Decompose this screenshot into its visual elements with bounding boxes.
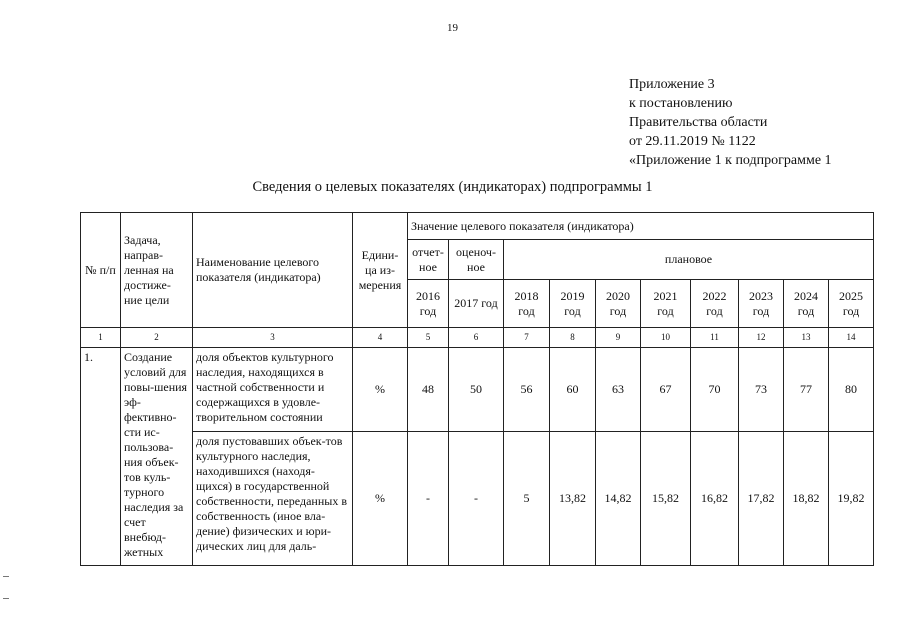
scan-margin-mark	[3, 598, 9, 599]
column-number: 13	[784, 328, 829, 348]
column-number: 5	[408, 328, 449, 348]
value-cell: 70	[691, 348, 739, 432]
document-title: Сведения о целевых показателях (индикаторах) подпрограммы 1	[252, 179, 653, 195]
value-cell: 73	[739, 348, 784, 432]
value-cell: 60	[550, 348, 596, 432]
year-cell: 2017 год	[449, 280, 504, 328]
appendix-line: Правительства области	[629, 115, 768, 130]
value-cell: 56	[504, 348, 550, 432]
year-cell: 2019 год	[550, 280, 596, 328]
task-text: Создание условий для повы-шения эф-фективно-сти ис-пользова-ния объек-тов куль-турного наследия за счет внебюд-жетных	[121, 348, 193, 566]
header-unit: Едини-ца из-мерения	[353, 213, 408, 328]
indicator-name: доля пустовавших объек-тов культурного наследия, находившихся (находя-щихся) в государственной собственности, переданных в собственность (иное вла-дение) физических и юри-дических лиц для даль-	[193, 432, 353, 566]
page-number: 19	[447, 22, 458, 34]
header-estimated: оценоч-ное	[449, 240, 504, 280]
column-number: 3	[193, 328, 353, 348]
value-cell: 18,82	[784, 432, 829, 566]
column-number: 1	[81, 328, 121, 348]
scan-margin-mark	[3, 576, 9, 577]
value-cell: 16,82	[691, 432, 739, 566]
appendix-line: от 29.11.2019 № 1122	[629, 134, 756, 149]
value-cell: 77	[784, 348, 829, 432]
row-number: 1.	[81, 348, 121, 566]
indicator-name: доля объектов культурного наследия, находящихся в частной собственности и содержащихся в удовле-творительном состоянии	[193, 348, 353, 432]
header-planned: плановое	[504, 240, 874, 280]
value-cell: 63	[596, 348, 641, 432]
year-cell: 2022 год	[691, 280, 739, 328]
value-cell: 67	[641, 348, 691, 432]
header-num: № п/п	[81, 213, 121, 328]
value-cell: 13,82	[550, 432, 596, 566]
value-cell: 17,82	[739, 432, 784, 566]
value-cell: 5	[504, 432, 550, 566]
column-number: 4	[353, 328, 408, 348]
year-cell: 2016 год	[408, 280, 449, 328]
header-reported: отчет-ное	[408, 240, 449, 280]
column-number: 10	[641, 328, 691, 348]
year-cell: 2018 год	[504, 280, 550, 328]
header-indicator-name: Наименование целевого показателя (индикатора)	[193, 213, 353, 328]
column-number: 6	[449, 328, 504, 348]
year-cell: 2021 год	[641, 280, 691, 328]
appendix-line: Приложение 3	[629, 77, 715, 92]
value-cell: -	[408, 432, 449, 566]
column-number: 11	[691, 328, 739, 348]
value-cell: 14,82	[596, 432, 641, 566]
column-number: 8	[550, 328, 596, 348]
value-cell: 15,82	[641, 432, 691, 566]
year-cell: 2020 год	[596, 280, 641, 328]
appendix-reference	[629, 75, 832, 170]
indicators-table	[80, 212, 874, 566]
unit-cell: %	[353, 348, 408, 432]
header-value-group: Значение целевого показателя (индикатора)	[408, 213, 874, 240]
value-cell: 50	[449, 348, 504, 432]
column-number: 7	[504, 328, 550, 348]
year-cell: 2024 год	[784, 280, 829, 328]
value-cell: 19,82	[829, 432, 874, 566]
column-number: 14	[829, 328, 874, 348]
column-number: 9	[596, 328, 641, 348]
value-cell: -	[449, 432, 504, 566]
appendix-line: «Приложение 1 к подпрограмме 1	[629, 153, 832, 168]
appendix-line: к постановлению	[629, 96, 733, 111]
column-number: 12	[739, 328, 784, 348]
value-cell: 48	[408, 348, 449, 432]
year-cell: 2025 год	[829, 280, 874, 328]
value-cell: 80	[829, 348, 874, 432]
unit-cell: %	[353, 432, 408, 566]
column-number: 2	[121, 328, 193, 348]
header-task: Задача, направ-ленная на достиже-ние цели	[121, 213, 193, 328]
year-cell: 2023 год	[739, 280, 784, 328]
